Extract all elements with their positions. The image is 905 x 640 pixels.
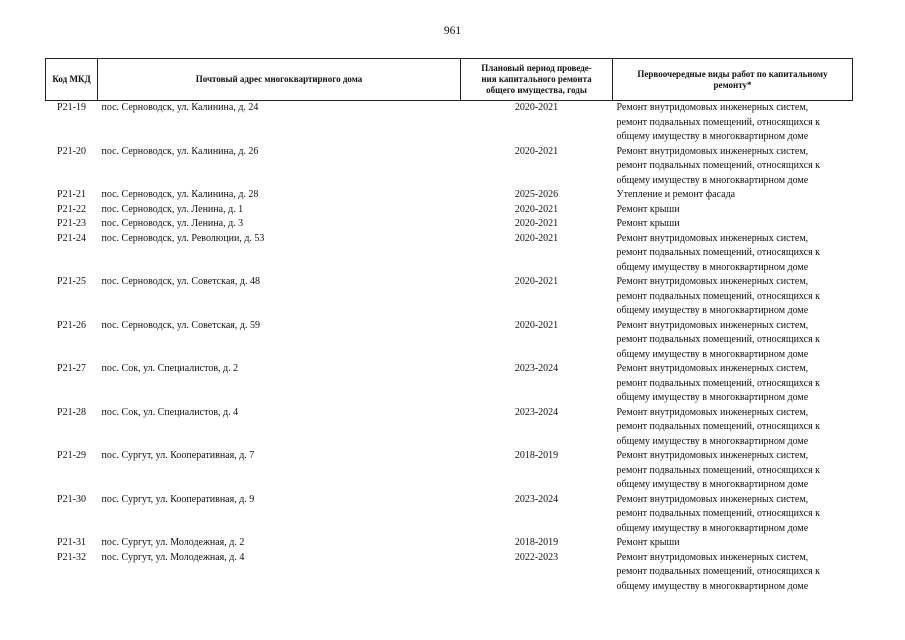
table-row <box>46 188 853 203</box>
works-line: Ремонт внутридомовых инженерных систем, <box>616 406 809 418</box>
works-line: Ремонт внутридомовых инженерных систем, <box>616 232 809 244</box>
postal-address: пос. Сок, ул. Специалистов, д. 4 <box>101 406 239 418</box>
postal-address: пос. Серноводск, ул. Революции, д. 53 <box>101 232 265 244</box>
works-line: ремонт подвальных помещений, относящихся к <box>616 334 821 345</box>
mkd-code: Р21-21 <box>57 189 86 200</box>
priority-works <box>613 145 853 189</box>
works-line: ремонт подвальных помещений, относящихся к <box>616 116 821 128</box>
table-header <box>46 59 853 101</box>
mkd-code: Р21-27 <box>57 363 86 374</box>
planned-period: 2020-2021 <box>514 203 559 215</box>
mkd-code: Р21-26 <box>57 319 86 331</box>
planned-period: 2020-2021 <box>514 145 559 157</box>
table-row <box>46 493 853 537</box>
mkd-code: Р21-22 <box>57 203 86 215</box>
works-line: ремонт подвальных помещений, относящихся к <box>616 421 821 432</box>
works-line: Утепление и ремонт фасада <box>616 189 736 200</box>
works-line: ремонт подвальных помещений, относящихся к <box>616 377 821 389</box>
priority-works <box>613 101 853 145</box>
works-line: общему имуществу в многоквартирном доме <box>616 174 809 186</box>
works-line: общему имуществу в многоквартирном доме <box>616 131 809 142</box>
header-address: Почтовый адрес многоквартирного дома <box>98 59 461 101</box>
table-body <box>46 101 853 595</box>
planned-period: 2020-2021 <box>514 319 559 331</box>
priority-works <box>613 493 853 537</box>
header-code: Код МКД <box>46 59 98 101</box>
works-line: ремонт подвальных помещений, относящихся к <box>616 464 821 476</box>
works-line: Ремонт внутридомовых инженерных систем, <box>616 319 809 331</box>
priority-works <box>613 188 853 203</box>
planned-period: 2023-2024 <box>514 406 559 418</box>
table-row <box>46 536 853 551</box>
planned-period: 2020-2021 <box>514 102 559 113</box>
table-row <box>46 145 853 189</box>
works-line: общему имуществу в многоквартирном доме <box>616 261 809 273</box>
works-line: Ремонт внутридомовых инженерных систем, <box>616 551 809 563</box>
header-period <box>461 59 613 101</box>
works-line: Ремонт крыши <box>616 537 680 548</box>
works-line: общему имуществу в многоквартирном доме <box>616 522 809 534</box>
table-row <box>46 101 853 145</box>
postal-address: пос. Сургут, ул. Кооперативная, д. 9 <box>101 493 255 505</box>
works-line: ремонт подвальных помещений, относящихся к <box>616 508 821 519</box>
works-line: Ремонт внутридомовых инженерных систем, <box>616 276 809 287</box>
works-line: Ремонт внутридомовых инженерных систем, <box>616 493 809 505</box>
page-number: 961 <box>443 25 462 37</box>
header-period-line: Плановый период проведе- <box>481 63 592 73</box>
works-line: Ремонт крыши <box>616 203 680 215</box>
works-line: Ремонт внутридомовых инженерных систем, <box>616 145 809 157</box>
postal-address: пос. Серноводск, ул. Ленина, д. 1 <box>101 203 244 215</box>
works-line: ремонт подвальных помещений, относящихся к <box>616 566 821 577</box>
works-line: Ремонт внутридомовых инженерных систем, <box>616 363 809 374</box>
table-row <box>46 203 853 218</box>
works-line: ремонт подвальных помещений, относящихся к <box>616 290 821 302</box>
table-row <box>46 275 853 319</box>
mkd-code: Р21-29 <box>57 450 86 461</box>
works-line: общему имуществу в многоквартирном доме <box>616 479 809 490</box>
mkd-code: Р21-24 <box>57 232 86 244</box>
table-row <box>46 362 853 406</box>
works-line: ремонт подвальных помещений, относящихся к <box>616 247 821 258</box>
planned-period: 2018-2019 <box>514 537 559 548</box>
table-row <box>46 217 853 232</box>
priority-works <box>613 406 853 450</box>
postal-address: пос. Серноводск, ул. Ленина, д. 3 <box>101 218 244 229</box>
header-works-line: ремонту* <box>713 79 752 90</box>
planned-period: 2018-2019 <box>514 450 559 461</box>
postal-address: пос. Серноводск, ул. Советская, д. 59 <box>101 319 260 331</box>
priority-works <box>613 362 853 406</box>
table-row <box>46 319 853 363</box>
mkd-code: Р21-19 <box>57 102 86 113</box>
planned-period: 2020-2021 <box>514 218 559 229</box>
works-line: общему имуществу в многоквартирном доме <box>616 580 809 592</box>
works-line: Ремонт крыши <box>616 218 680 229</box>
repair-program-table <box>45 58 853 594</box>
works-line: общему имуществу в многоквартирном доме <box>616 348 809 360</box>
table-row <box>46 551 853 595</box>
postal-address: пос. Сургут, ул. Молодежная, д. 2 <box>101 537 245 548</box>
postal-address: пос. Сургут, ул. Кооперативная, д. 7 <box>101 450 255 461</box>
header-works-line: Первоочередные виды работ по капитальному <box>637 68 828 79</box>
postal-address: пос. Серноводск, ул. Советская, д. 48 <box>101 276 260 287</box>
planned-period: 2023-2024 <box>514 493 559 505</box>
priority-works <box>613 449 853 493</box>
works-line: общему имуществу в многоквартирном доме <box>616 305 809 316</box>
planned-period: 2023-2024 <box>514 363 559 374</box>
mkd-code: Р21-30 <box>57 493 86 505</box>
postal-address: пос. Серноводск, ул. Калинина, д. 28 <box>101 189 259 200</box>
planned-period: 2020-2021 <box>514 276 559 287</box>
mkd-code: Р21-23 <box>57 218 86 229</box>
planned-period: 2025-2026 <box>514 189 559 200</box>
priority-works <box>613 536 853 551</box>
postal-address: пос. Серноводск, ул. Калинина, д. 26 <box>101 145 259 157</box>
mkd-code: Р21-25 <box>57 276 86 287</box>
table-row <box>46 449 853 493</box>
mkd-code: Р21-32 <box>57 551 86 563</box>
priority-works <box>613 275 853 319</box>
header-period-line: ния капитального ремонта <box>481 74 592 84</box>
priority-works <box>613 319 853 363</box>
postal-address: пос. Сургут, ул. Молодежная, д. 4 <box>101 551 245 563</box>
planned-period: 2022-2023 <box>514 551 559 563</box>
mkd-code: Р21-31 <box>57 537 86 548</box>
postal-address: пос. Серноводск, ул. Калинина, д. 24 <box>101 102 259 113</box>
works-line: общему имуществу в многоквартирном доме <box>616 392 809 403</box>
works-line: ремонт подвальных помещений, относящихся к <box>616 160 821 171</box>
priority-works <box>613 551 853 595</box>
priority-works <box>613 217 853 232</box>
table-row <box>46 232 853 276</box>
table-row <box>46 406 853 450</box>
works-line: Ремонт внутридомовых инженерных систем, <box>616 450 809 461</box>
works-line: Ремонт внутридомовых инженерных систем, <box>616 102 809 113</box>
mkd-code: Р21-20 <box>57 145 86 157</box>
priority-works <box>613 232 853 276</box>
planned-period: 2020-2021 <box>514 232 559 244</box>
works-line: общему имуществу в многоквартирном доме <box>616 435 809 447</box>
priority-works <box>613 203 853 218</box>
header-works <box>613 59 853 101</box>
postal-address: пос. Сок, ул. Специалистов, д. 2 <box>101 363 239 374</box>
mkd-code: Р21-28 <box>57 406 86 418</box>
header-period-line: общего имущества, годы <box>486 85 587 95</box>
